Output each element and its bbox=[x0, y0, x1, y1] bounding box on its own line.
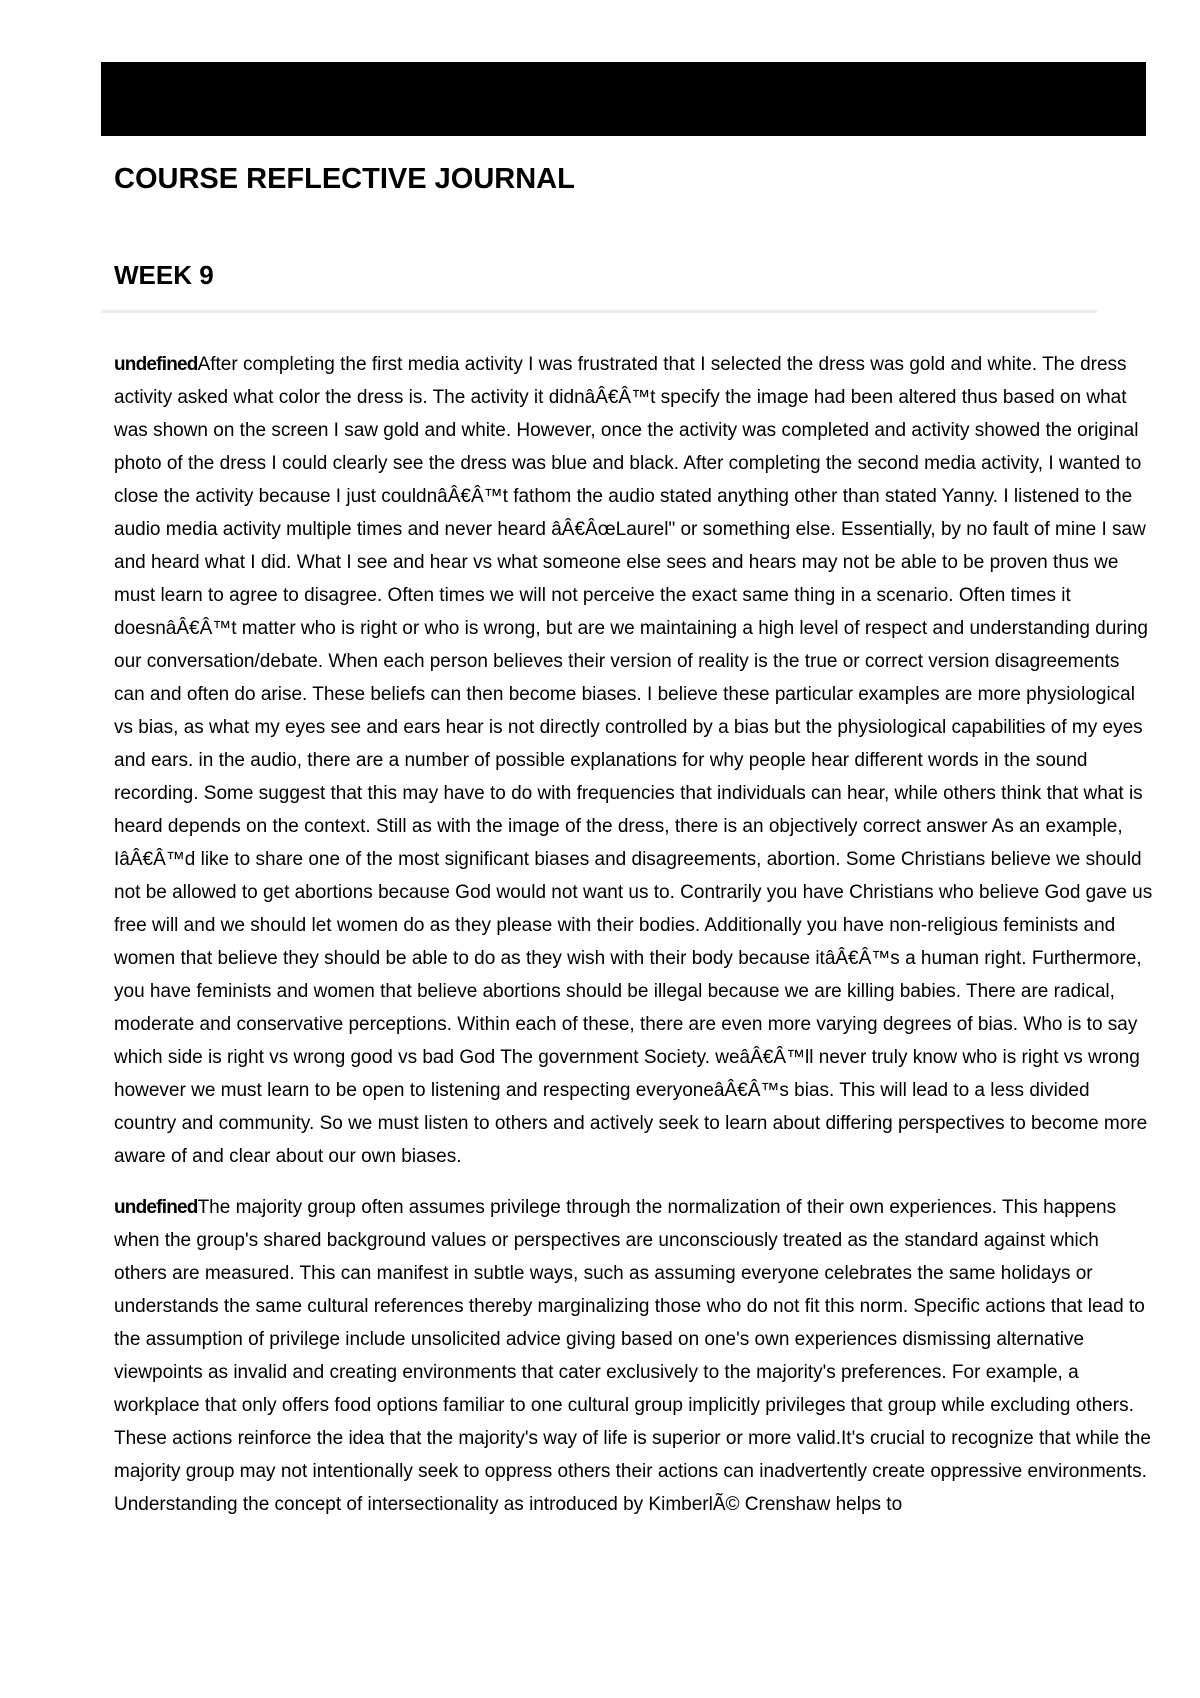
week-heading: WEEK 9 bbox=[114, 260, 214, 290]
entry-text: The majority group often assumes privilege through the normalization of their own experiences. This happens when the group's shared background values or perspectives are unconsciously treated as the standard against which others are measured. This can manifest in subtle ways, such as assuming everyone celebrates the same holidays or understands the same cultural references thereby marginalizing those who do not fit this norm. Specific actions that lead to the assumption of privilege include unsolicited advice giving based on one's own experiences dismissing alternative viewpoints as invalid and creating environments that cater exclusively to the majority's preferences. For example, a workplace that only offers food options familiar to one cultural group implicitly privileges that group while excluding others. These actions reinforce the idea that the majority's way of life is superior or more valid.It's crucial to recognize that while the majority group may not intentionally seek to oppress others their actions can inadvertently create oppressive environments. Understanding the concept of intersectionality as introduced by KimberlÃ© Crenshaw helps to bbox=[114, 1197, 1151, 1515]
entry-label: undefined bbox=[114, 1197, 198, 1218]
entry-text: After completing the first media activity I was frustrated that I selected the dress was gold and white. The dress activity asked what color the dress is. The activity it didnâÂ€Â™t specify the image had been altered thus based on what was shown on the screen I saw gold and white. However, once the activity was completed and activity showed the original photo of the dress I could clearly see the dress was blue and black. After completing the second media activity, I wanted to close the activity because I just couldnâÂ€Â™t fathom the audio stated anything other than stated Yanny. I listened to the audio media activity multiple times and never heard âÂ€ÂœLaurel" or something else. Essentially, by no fault of mine I saw and heard what I did. What I see and hear vs what someone else sees and hears may not be able to be proven thus we must learn to agree to disagree. Often times we will not perceive the exact same thing in a scenario. Often times it doesnâÂ€Â™t matter who is right or who is wrong, but are we maintaining a high level of respect and understanding during our conversation/debate. When each person believes their version of reality is the true or correct version disagreements can and often do arise. These beliefs can then become biases. I believe these particular examples are more physiological vs bias, as what my eyes see and ears hear is not directly controlled by a bias but the physiological capabilities of my eyes and ears. in the audio, there are a number of possible explanations for why people hear different words in the sound recording. Some suggest that this may have to do with frequencies that individuals can hear, while others think that what is heard depends on the context. Still as with the image of the dress, there is an objectively correct answer As an example, IâÂ€Â™d like to share one of the most significant biases and disagreements, abortion. Some Christians believe we should not be allowed to get abortions because God would not want us to. Contrarily you have Christians who believe God gave us free will and we should let women do as they please with their bodies. Additionally you have non-religious feminists and women that believe they should be able to do as they wish with their body because itâÂ€Â™s a human right. Furthermore, you have feminists and women that believe abortions should be illegal because we are killing babies. There are radical, moderate and conservative perceptions. Within each of these, there are even more varying degrees of bias. Who is to say which side is right vs wrong good vs bad God The government Society. weâÂ€Â™ll never truly know who is right vs wrong however we must learn to be open to listening and respecting everyoneâÂ€Â™s bias. This will lead to a less divided country and community. So we must listen to others and actively seek to learn about differing perspectives to become more aware of and clear about our own biases. bbox=[114, 354, 1153, 1167]
journal-entry bbox=[114, 348, 1154, 1173]
header-bar bbox=[101, 62, 1146, 136]
entry-label: undefined bbox=[114, 354, 198, 375]
document-title: COURSE REFLECTIVE JOURNAL bbox=[114, 163, 575, 195]
journal-entries bbox=[114, 348, 1154, 1688]
divider bbox=[101, 310, 1097, 313]
journal-entry bbox=[114, 1191, 1154, 1521]
